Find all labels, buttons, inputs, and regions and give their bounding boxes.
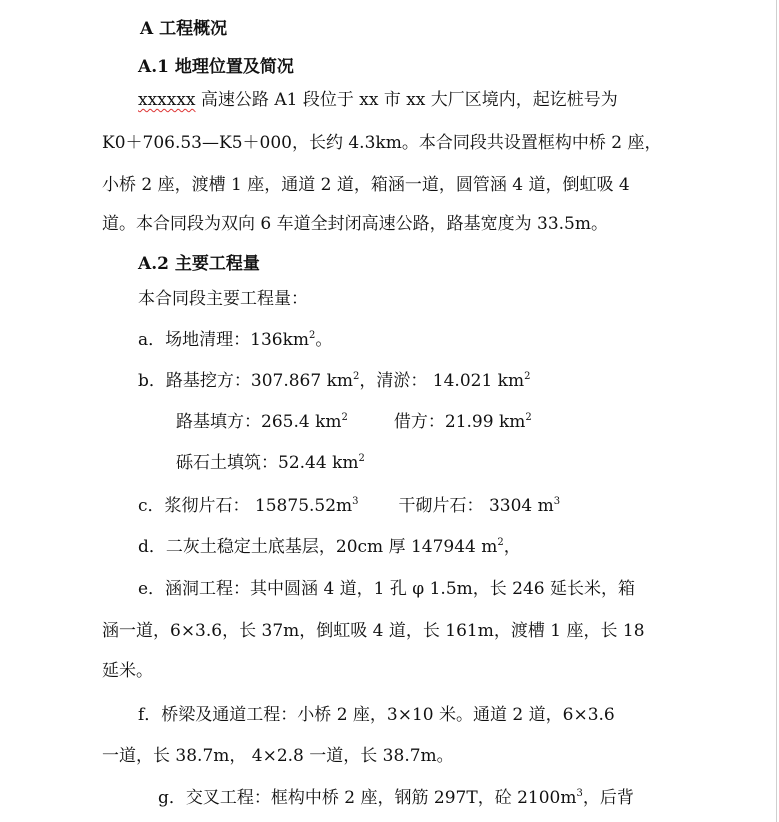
- item-g-line: g．交叉工程：框构中桥 2 座，钢筋 297T，砼 $2100m^3$，后背: [158, 788, 634, 808]
- para1-line1: [138, 89, 618, 111]
- spellcheck-word: xxxxxx: [138, 90, 196, 110]
- para1-line2: K0＋706.53—K5＋000，长约 4.3km。本合同段共设置框构中桥 2 座，: [102, 133, 662, 153]
- section-heading-a1: A.1 地理位置及简况: [138, 57, 294, 77]
- item-b-line3: 砾石土填筑：52.44 $km^2$: [176, 453, 365, 473]
- section-heading-a2: A.2 主要工程量: [138, 254, 260, 274]
- item-c-line: c．浆彻片石： $15875.52m^3$ 干砌片石： 3304 $m^3$: [138, 496, 561, 516]
- item-f-line1: f．桥梁及通道工程：小桥 2 座，3×10 米。通道 2 道，6×3.6: [138, 705, 615, 725]
- section-heading-a: A 工程概况: [140, 19, 228, 39]
- item-b-line2: 路基填方：265.4 $km^2$ 借方：21.99 $km^2$: [176, 412, 532, 432]
- item-e-line3: 延米。: [102, 661, 153, 681]
- para1-line3: 小桥 2 座，渡槽 1 座，通道 2 道，箱涵一道，圆管涵 4 道，倒虹吸 4: [102, 175, 630, 195]
- para1-line1-rest: 高速公路 A1 段位于 xx 市 xx 大厂区境内，起讫桩号为: [195, 90, 618, 110]
- item-e-line2: 涵一道，6×3.6，长 37m，倒虹吸 4 道，长 161m，渡槽 1 座，长 18: [102, 621, 645, 641]
- item-e-line1: e．涵洞工程：其中圆涵 4 道，1 孔 φ 1.5m，长 246 延长米，箱: [138, 579, 636, 599]
- para1-line4: 道。本合同段为双向 6 车道全封闭高速公路，路基宽度为 33.5m。: [102, 214, 608, 234]
- page-edge-divider: [776, 0, 777, 822]
- item-a-line: a．场地清理：$136km^2$。: [138, 330, 333, 350]
- item-b-line1: b．路基挖方：307.867 $km^2$，清淤： 14.021 $km^2$: [138, 371, 531, 391]
- item-f-line2: 一道，长 38.7m， 4×2.8 一道，长 38.7m。: [102, 746, 454, 766]
- quantities-intro: 本合同段主要工程量：: [138, 289, 308, 309]
- item-d-line: d．二灰土稳定土底基层，20cm 厚 147944 $m^2$，: [138, 537, 521, 557]
